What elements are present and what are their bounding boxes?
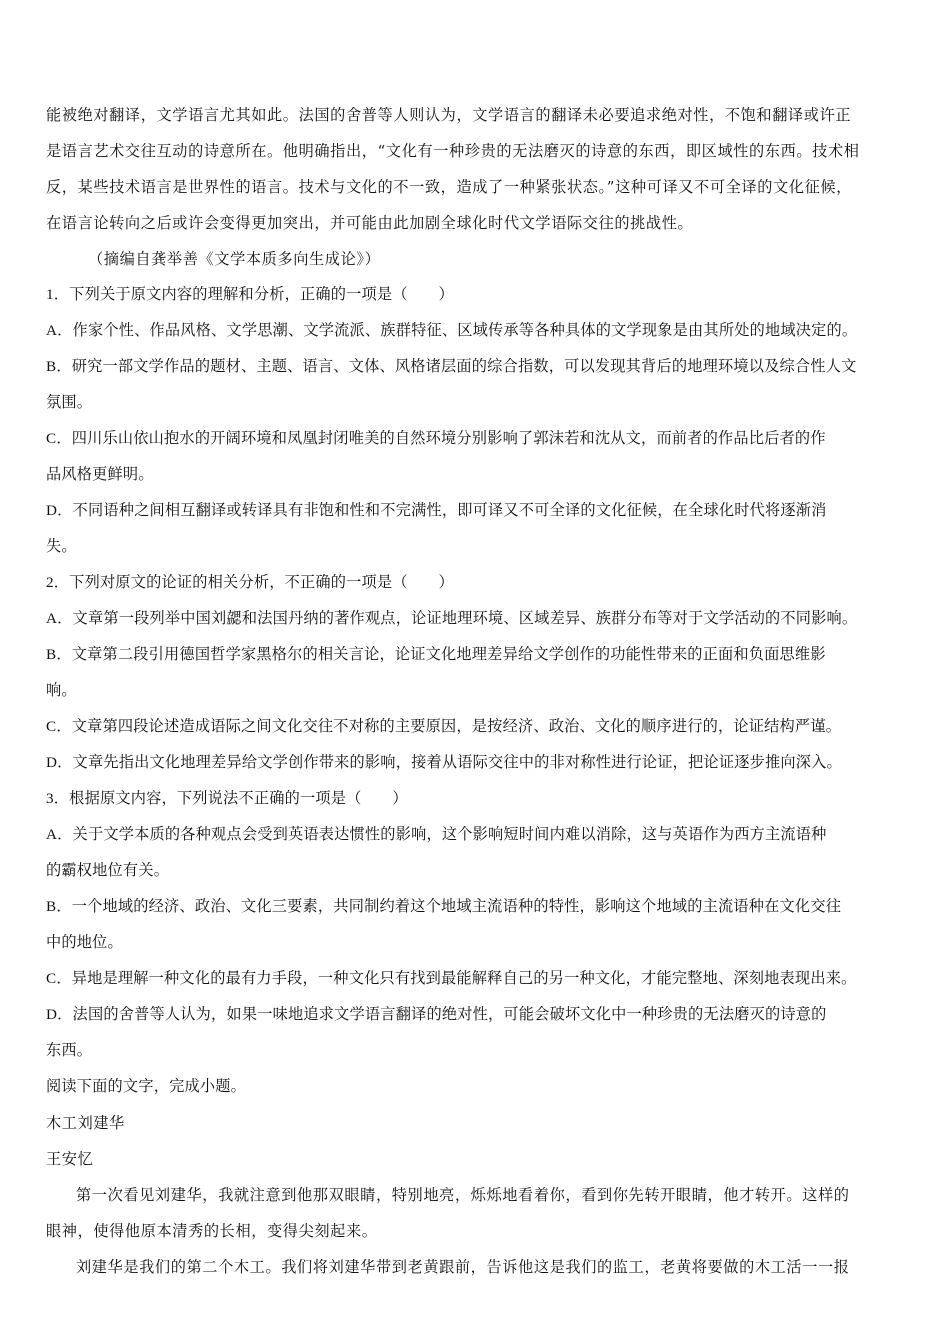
question-3-option-c: C．异地是理解一种文化的最有力手段，一种文化只有找到最能解释自己的另一种文化，才能完整地、深刻地表现出来。 bbox=[46, 970, 857, 987]
story-author: 王安忆 bbox=[46, 1150, 94, 1168]
passage-line: 在语言论转向之后或许会变得更加突出，并可能由此加剧全球化时代文学语际交往的挑战性。 bbox=[46, 214, 694, 232]
question-3-option-d-cont: 东西。 bbox=[46, 1042, 93, 1059]
question-2-option-d: D．文章先指出文化地理差异给文学创作带来的影响，接着从语际交往中的非对称性进行论证，把论证逐步推向深入。 bbox=[46, 754, 842, 771]
question-3-stem: 3．根据原文内容，下列说法不正确的一项是（ ） bbox=[46, 790, 408, 807]
question-1-stem: 1．下列关于原文内容的理解和分析，正确的一项是（ ） bbox=[46, 286, 454, 303]
question-3-option-b-cont: 中的地位。 bbox=[46, 934, 123, 951]
passage-line: 能被绝对翻译，文学语言尤其如此。法国的舍普等人则认为，文学语言的翻译未必要追求绝对性，不饱和翻译或许正 bbox=[46, 106, 852, 124]
question-1-option-b-cont: 氛围。 bbox=[46, 394, 93, 411]
question-3-option-b: B．一个地域的经济、政治、文化三要素，共同制约着这个地域主流语种的特性，影响这个地域的主流语种在文化交往 bbox=[46, 898, 842, 915]
question-1-option-b: B．研究一部文学作品的题材、主题、语言、文体、风格诸层面的综合指数，可以发现其背后的地理环境以及综合性人文 bbox=[46, 358, 857, 375]
question-3-option-a-cont: 的霸权地位有关。 bbox=[46, 862, 170, 879]
question-2-option-a: A．文章第一段列举中国刘勰和法国丹纳的著作观点，论证地理环境、区域差异、族群分布等对于文学活动的不同影响。 bbox=[46, 610, 858, 627]
question-2-stem: 2．下列对原文的论证的相关分析，不正确的一项是（ ） bbox=[46, 574, 454, 591]
question-3-option-d: D．法国的舍普等人认为，如果一味地追求文学语言翻译的绝对性，可能会破坏文化中一种珍贵的无法磨灭的诗意的 bbox=[46, 1006, 827, 1023]
question-2-option-b: B．文章第二段引用德国哲学家黑格尔的相关言论，论证文化地理差异给文学创作的功能性带来的正面和负面思维影 bbox=[46, 646, 826, 663]
document-page bbox=[46, 97, 908, 1285]
passage-line: 反，某些技术语言是世界性的语言。技术与文化的不一致，造成了一种紧张状态。”这种可译又不可全译的文化征候， bbox=[46, 178, 852, 196]
question-1-option-c-cont: 品风格更鲜明。 bbox=[46, 466, 154, 483]
question-2-option-b-cont: 响。 bbox=[46, 682, 77, 699]
source-citation: （摘编自龚举善《文学本质多向生成论》） bbox=[88, 250, 381, 268]
story-paragraph-line: 第一次看见刘建华，我就注意到他那双眼睛，特别地亮，烁烁地看着你，看到你先转开眼睛，他才转开。这样的 bbox=[76, 1186, 850, 1204]
story-title: 木工刘建华 bbox=[46, 1114, 125, 1132]
question-1-option-a: A．作家个性、作品风格、文学思潮、文学流派、族群特征、区域传承等各种具体的文学现象是由其所处的地域决定的。 bbox=[46, 322, 858, 339]
question-1-option-d-cont: 失。 bbox=[46, 538, 77, 555]
passage-line: 是语言艺术交往互动的诗意所在。他明确指出，“文化有一种珍贵的无法磨灭的诗意的东西，即区域性的东西。技术相 bbox=[46, 142, 860, 160]
question-3-option-a: A．关于文学本质的各种观点会受到英语表达惯性的影响，这个影响短时间内难以消除，这与英语作为西方主流语种 bbox=[46, 826, 827, 843]
question-1-option-d: D．不同语种之间相互翻译或转译具有非饱和性和不完满性，即可译又不可全译的文化征候，在全球化时代将逐渐消 bbox=[46, 502, 827, 519]
story-paragraph-line: 刘建华是我们的第二个木工。我们将刘建华带到老黄跟前，告诉他这是我们的监工，老黄将要做的木工活一一报 bbox=[76, 1258, 850, 1276]
question-2-option-c: C．文章第四段论述造成语际之间文化交往不对称的主要原因，是按经济、政治、文化的顺序进行的，论证结构严谨。 bbox=[46, 718, 842, 735]
question-1-option-c: C．四川乐山依山抱水的开阔环境和凤凰封闭唯美的自然环境分别影响了郭沫若和沈从文，而前者的作品比后者的作 bbox=[46, 430, 826, 447]
story-paragraph-line: 眼神，使得他原本清秀的长相，变得尖刻起来。 bbox=[46, 1222, 378, 1240]
reading-instruction: 阅读下面的文字，完成小题。 bbox=[46, 1078, 247, 1095]
